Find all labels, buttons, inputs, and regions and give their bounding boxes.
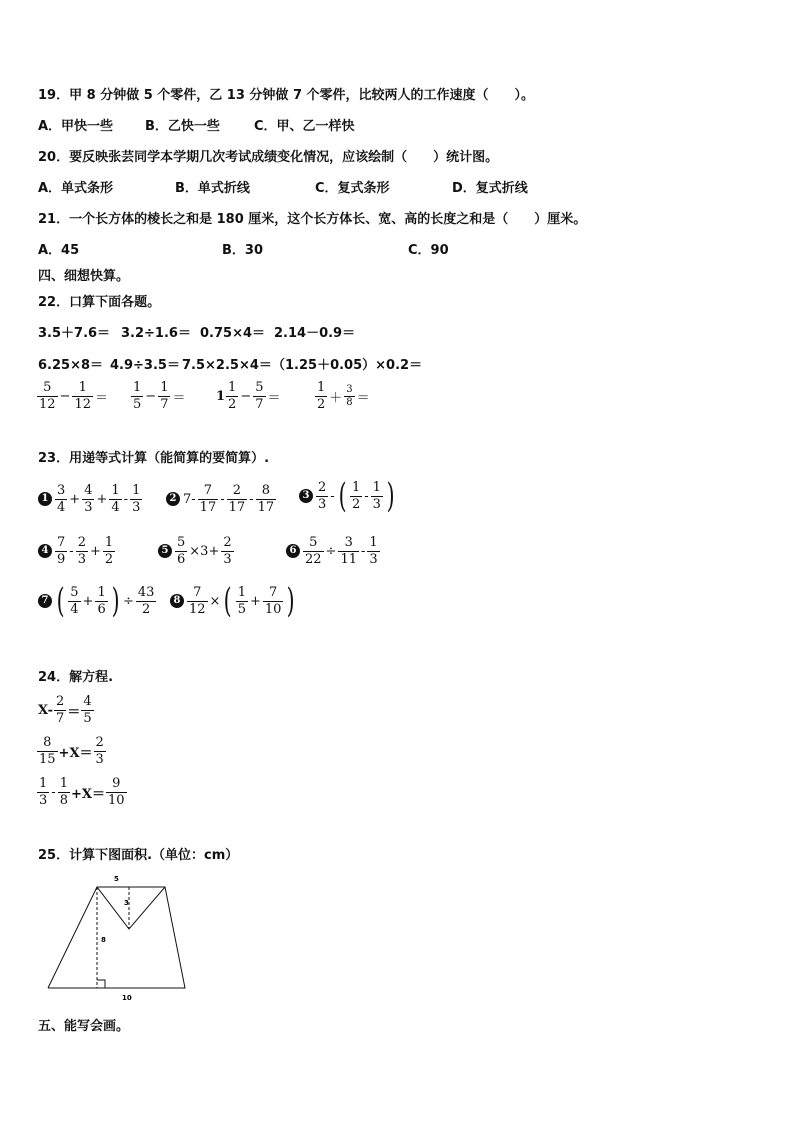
q22-r2-item4: （1.25＋0.05）×0.2＝ [272,358,423,373]
q22-r1-item2: 3.2÷1.6＝ [121,326,191,341]
q19-option-b: B．乙快一些 [145,119,220,134]
q21-stem: 21．一个长方体的棱长之和是 180 厘米，这个长方体长、宽、高的长度之和是（ ）厘米。 [38,212,587,227]
q22-r1-item4: 2.14－0.9＝ [274,326,356,341]
q23-problem-6: 6 $\frac{5}{22}$ ÷ $\frac{3}{11}$ - $\frac{1}{3}$ [286,535,381,567]
label-bottom: 10 [122,994,132,1002]
q23-problem-4: 4 $\frac{7}{9}$ - $\frac{2}{3}$ + $\frac{1}{2}$ [38,535,116,567]
q22-r2-item3: 7.5×2.5×4＝ [182,358,272,373]
q19-stem: 19．甲 8 分钟做 5 个零件，乙 13 分钟做 7 个零件，比较两人的工作速度（ ）。 [38,88,535,103]
q23-problem-2: 2 7- $\frac{7}{17}$ - $\frac{2}{17}$ - $\frac{8}{17}$ [166,483,277,515]
q20-stem: 20．要反映张芸同学本学期几次考试成绩变化情况，应该绘制（ ）统计图。 [38,150,499,165]
q23-problem-8: 8 $\frac{7}{12}$ × ( $\frac{1}{5}$ + $\frac{7}{10}$ ) [170,584,298,618]
q22-r2-item2: 4.9÷3.5＝ [110,358,180,373]
q23-problem-1: 1 $\frac{3}{4}$ + $\frac{4}{3}$ + $\frac{1}{4}$ - $\frac{1}{3}$ [38,483,143,515]
q24-stem: 24．解方程. [38,670,114,685]
number-7-badge: 7 [38,594,52,608]
q22-r2-item1: 6.25×8＝ [38,358,104,373]
q21-option-a: A．45 [38,243,80,258]
q24-equation-2: $\frac{8}{15}$ +X＝ $\frac{2}{3}$ [39,735,104,767]
section-4-heading: 四、细想快算。 [38,269,130,284]
number-3-badge: 3 [299,489,313,503]
q22-r3-expr3: 1 $\frac{1}{2}$ − $\frac{5}{7}$ ＝ [216,380,281,412]
trapezoid-outline [48,887,185,988]
q23-problem-3: 3 $\frac{2}{3}$ - ( $\frac{1}{2}$ - $\frac{1}{3}$ ) [299,479,397,513]
q20-option-b: B．单式折线 [175,181,250,196]
number-8-badge: 8 [170,594,184,608]
q24-equation-1: X- $\frac{2}{7}$ ＝ $\frac{4}{5}$ [38,694,92,726]
q22-r1-item3: 0.75×4＝ [200,326,266,341]
q20-option-c: C．复式条形 [315,181,390,196]
number-5-badge: 5 [158,544,172,558]
q22-r3-expr4: $\frac{1}{2}$ ＋ $\frac{3}{8}$ ＝ [317,380,370,412]
q20-option-d: D．复式折线 [452,181,528,196]
right-angle-mark [97,980,105,988]
number-2-badge: 2 [166,492,180,506]
number-1-badge: 1 [38,492,52,506]
q23-problem-7: 7 ( $\frac{5}{4}$ + $\frac{1}{6}$ ) ÷ $\frac{43}{2}$ [38,584,157,618]
label-height: 8 [101,936,106,944]
q22-r3-expr2: $\frac{1}{5}$ − $\frac{1}{7}$ ＝ [133,380,186,412]
q21-option-c: C．90 [408,243,449,258]
q23-stem: 23．用递等式计算（能简算的要简算）. [38,451,270,466]
q22-stem: 22．口算下面各题。 [38,295,161,310]
number-4-badge: 4 [38,544,52,558]
section-5-heading: 五、能写会画。 [38,1019,130,1034]
q24-equation-3: $\frac{1}{3}$ - $\frac{1}{8}$ +X＝ $\frac{9}{10}$ [39,776,125,808]
q22-r3-expr1: $\frac{5}{12}$ − $\frac{1}{12}$ ＝ [39,380,109,412]
q20-option-a: A．单式条形 [38,181,114,196]
q25-stem: 25．计算下图面积.（单位：cm） [38,848,239,863]
label-top: 5 [114,875,119,883]
q23-problem-5: 5 $\frac{5}{6}$ ×3+ $\frac{2}{3}$ [158,535,235,567]
trapezoid-figure [40,868,200,1008]
number-6-badge: 6 [286,544,300,558]
notch-lines [97,887,165,929]
q19-option-a: A．甲快一些 [38,119,114,134]
q22-r1-item1: 3.5＋7.6＝ [38,326,111,341]
q19-option-c: C．甲、乙一样快 [254,119,355,134]
q21-option-b: B．30 [222,243,263,258]
label-notch: 3 [124,899,129,907]
